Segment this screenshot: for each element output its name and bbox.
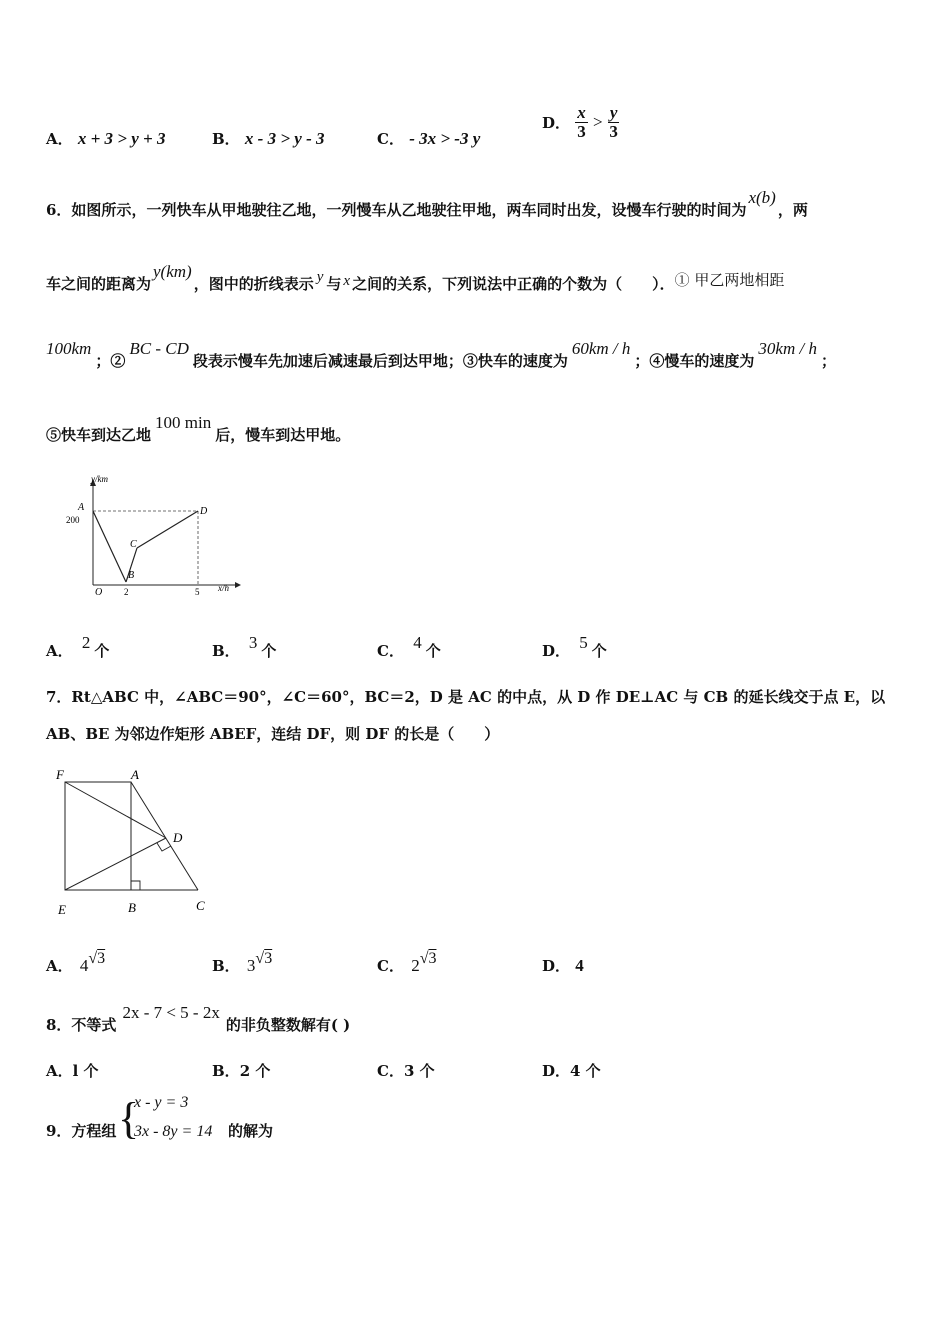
q8-label: 8．不等式 bbox=[46, 1016, 117, 1034]
option-unit: 个 bbox=[261, 642, 277, 660]
segment-ac bbox=[131, 782, 198, 890]
q6-text: ；② bbox=[95, 352, 126, 370]
option-letter: A． bbox=[46, 1062, 73, 1080]
rectangle-abef bbox=[65, 782, 131, 890]
label-e: E bbox=[58, 902, 66, 917]
q9-tail: 的解为 bbox=[228, 1122, 274, 1140]
q9-equation-1: x - y = 3 bbox=[134, 1094, 189, 1111]
q6-option-c[interactable] bbox=[377, 633, 441, 661]
q9-equation-2: 3x - 8y = 14 bbox=[134, 1123, 213, 1140]
option-expr: - 3x > -3 y bbox=[409, 129, 481, 148]
sqrt-sign: √3 bbox=[419, 950, 437, 967]
q7-option-c[interactable] bbox=[377, 950, 437, 976]
point-a-label: A bbox=[78, 502, 85, 513]
q6-line1 bbox=[46, 188, 808, 220]
q6-math: 60km / h bbox=[571, 339, 631, 358]
option-coef: 4 bbox=[575, 956, 584, 975]
numerator: y bbox=[609, 103, 618, 122]
option-letter: A． bbox=[46, 957, 73, 975]
label-d: D bbox=[173, 830, 183, 845]
numerator: x bbox=[577, 103, 586, 122]
option-expr: x + 3 > y + 3 bbox=[77, 129, 166, 148]
q8-option-b[interactable] bbox=[212, 1060, 270, 1081]
option-letter: D． bbox=[542, 114, 571, 132]
q7-figure bbox=[50, 762, 220, 922]
q6-graph bbox=[60, 470, 250, 605]
q6-line4 bbox=[46, 413, 351, 445]
option-text: l 个 bbox=[72, 1062, 99, 1080]
segment-df bbox=[65, 782, 166, 838]
point-c-label: C bbox=[130, 539, 137, 550]
denominator: 3 bbox=[609, 122, 618, 141]
q8-math: 2x - 7 < 5 - 2x bbox=[122, 1003, 220, 1022]
q6-option-a[interactable] bbox=[46, 633, 110, 661]
q5-option-d[interactable] bbox=[542, 104, 619, 141]
segment-cd bbox=[137, 511, 198, 548]
tick-2: 2 bbox=[124, 587, 129, 597]
q6-math: y bbox=[316, 269, 324, 285]
system-brace: { bbox=[118, 1094, 140, 1143]
tick-200: 200 bbox=[66, 515, 80, 525]
q6-text: ，两 bbox=[777, 201, 808, 219]
point-d-label: D bbox=[200, 506, 208, 517]
label-b: B bbox=[128, 900, 136, 915]
q8-option-d[interactable] bbox=[542, 1060, 601, 1081]
q5-option-a[interactable] bbox=[46, 128, 165, 149]
radicand: 3 bbox=[428, 950, 437, 967]
option-unit: 个 bbox=[94, 642, 110, 660]
q6-math: x bbox=[343, 273, 351, 289]
q6-math: 100km bbox=[46, 339, 92, 358]
label-f: F bbox=[56, 767, 64, 782]
option-text: 2 个 bbox=[239, 1062, 271, 1080]
q8-tail: 的非负整数解有( ) bbox=[225, 1016, 351, 1034]
q6-math: 100 min bbox=[155, 413, 212, 432]
fraction-right bbox=[608, 104, 620, 141]
q6-line3 bbox=[46, 339, 836, 371]
right-angle-d bbox=[157, 843, 171, 851]
option-value: 4 bbox=[413, 633, 422, 652]
q8-option-a[interactable] bbox=[46, 1060, 99, 1081]
tick-5: 5 bbox=[195, 587, 200, 597]
option-letter: B． bbox=[212, 130, 240, 148]
option-letter: C． bbox=[377, 130, 404, 148]
option-letter: C． bbox=[377, 642, 404, 660]
option-value: 2 bbox=[81, 633, 91, 652]
point-o-label: O bbox=[95, 587, 103, 598]
q6-math: y(km) bbox=[153, 262, 192, 281]
option-text: 3 个 bbox=[403, 1062, 435, 1080]
q7-option-a[interactable] bbox=[46, 950, 106, 976]
q7-line1: 7．Rt△ABC 中，∠ABC＝90°，∠C＝60°，BC＝2，D 是 AC 的中点，从 D 作 DE⊥AC 与 CB 的延长线交于点 E，以 bbox=[46, 688, 886, 706]
operator: > bbox=[592, 112, 603, 132]
option-letter: C． bbox=[377, 1062, 404, 1080]
sqrt-sign: √3 bbox=[255, 950, 273, 967]
q6-math: 30km / h bbox=[758, 339, 817, 358]
q6-text: 后，慢车到达甲地。 bbox=[215, 426, 351, 444]
q6-text: ；④慢车的速度为 bbox=[634, 352, 755, 370]
q6-text: ； bbox=[820, 352, 836, 370]
y-axis-label: y/km bbox=[91, 474, 108, 484]
q6-text: ，图中的折线表示 bbox=[193, 275, 314, 293]
option-letter: A． bbox=[46, 130, 73, 148]
q6-text: 段表示慢车先加速后减速最后到达甲地；③快车的速度为 bbox=[192, 352, 568, 370]
q7-line2: AB、BE 为邻边作矩形 ABEF，连结 DF，则 DF 的长是（ ） bbox=[46, 725, 500, 743]
option-coef: 3 bbox=[246, 956, 256, 975]
sqrt-sign: √3 bbox=[88, 950, 106, 967]
q6-text: 与 bbox=[326, 275, 342, 293]
q6-option-b[interactable] bbox=[212, 633, 277, 661]
option-text: 4 个 bbox=[570, 1062, 601, 1080]
option-letter: B． bbox=[212, 642, 240, 660]
q6-text: 6．如图所示，一列快车从甲地驶往乙地，一列慢车从乙地驶往甲地，两车同时出发，设慢车行驶的时间为 bbox=[46, 201, 747, 219]
x-axis-arrow bbox=[235, 582, 241, 588]
q7-option-b[interactable] bbox=[212, 950, 273, 976]
option-value: 3 bbox=[248, 633, 258, 652]
q7-option-d[interactable] bbox=[542, 955, 584, 976]
label-c: C bbox=[196, 898, 205, 913]
fraction-left bbox=[575, 104, 588, 141]
option-letter: D． bbox=[542, 957, 571, 975]
option-coef: 4 bbox=[79, 956, 89, 975]
option-letter: B． bbox=[212, 957, 240, 975]
option-letter: C． bbox=[377, 957, 404, 975]
option-letter: D． bbox=[542, 642, 571, 660]
radicand: 3 bbox=[264, 950, 273, 967]
q6-option-d[interactable] bbox=[542, 633, 607, 661]
label-a: A bbox=[131, 767, 139, 782]
point-b-label: B bbox=[128, 570, 135, 581]
q5-option-c[interactable] bbox=[377, 128, 480, 149]
q6-text: 车之间的距离为 bbox=[46, 275, 152, 293]
radicand: 3 bbox=[97, 950, 106, 967]
denominator: 3 bbox=[577, 122, 586, 141]
option-coef: 2 bbox=[411, 956, 420, 975]
q6-text: 之间的关系，下列说法中正确的个数为（ ）． bbox=[352, 275, 675, 293]
option-unit: 个 bbox=[425, 642, 441, 660]
right-angle-b bbox=[131, 881, 140, 890]
q9-label: 9．方程组 bbox=[46, 1122, 117, 1140]
q6-math: BC - CD bbox=[129, 339, 189, 358]
option-value: 5 bbox=[579, 633, 588, 652]
q6-text: ① 甲乙两地相距 bbox=[674, 271, 785, 289]
segment-de bbox=[65, 838, 166, 890]
option-letter: D． bbox=[542, 1062, 571, 1080]
q8-line bbox=[46, 1003, 351, 1035]
q6-line2 bbox=[46, 262, 785, 294]
q6-math: x(b) bbox=[748, 188, 776, 207]
q5-option-b[interactable] bbox=[212, 128, 324, 149]
x-axis-label: x/h bbox=[218, 583, 229, 593]
option-letter: A． bbox=[46, 642, 73, 660]
option-expr: x - 3 > y - 3 bbox=[244, 129, 325, 148]
option-letter: B． bbox=[212, 1062, 240, 1080]
q8-option-c[interactable] bbox=[377, 1060, 435, 1081]
option-unit: 个 bbox=[591, 642, 607, 660]
q6-text: ⑤快车到达乙地 bbox=[46, 426, 152, 444]
segment-ab bbox=[93, 511, 126, 582]
